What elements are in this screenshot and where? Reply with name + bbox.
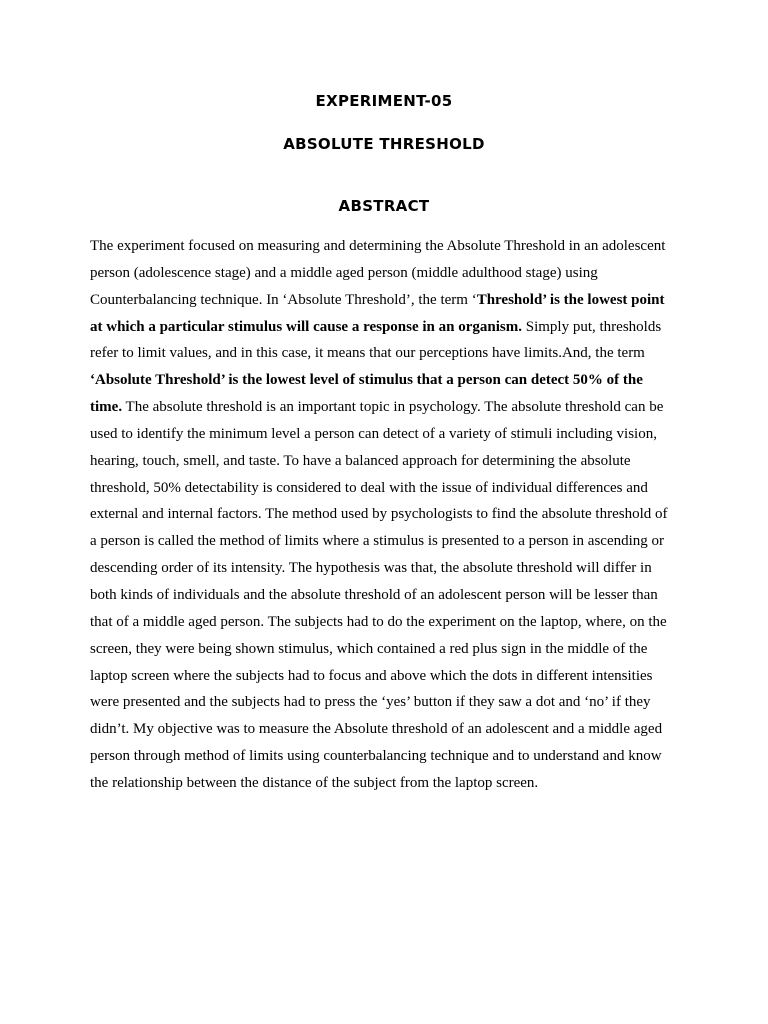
threshold-definition: Threshold’ is the lowest point at which a particular stimulus will cause a response in an organism.: [90, 291, 665, 335]
abstract-text-segment: The experiment focused on measuring and determining the Absolute Threshold in an adolescent person (adolescence stage) and a middle aged person (middle adulthood stage) using Counterbalancing technique. In ‘Absolute Threshold’, the term ‘: [90, 238, 666, 308]
abstract-heading: ABSTRACT: [338, 197, 430, 215]
experiment-label: EXPERIMENT-05: [315, 92, 453, 110]
abstract-text-segment: The absolute threshold is an important topic in psychology. The absolute threshold can be used to identify the minimum level a person can detect of a variety of stimuli including vision, hearing, touch, smell, and taste. To have a balanced approach for determining the absolute threshold, 50% detectability is considered to deal with the issue of individual differences and external and internal factors. The method used by psychologists to find the absolute threshold of a person is called the method of limits where a stimulus is presented to a person in ascending or descending order of its intensity. The hypothesis was that, the absolute threshold will differ in both kinds of individuals and the absolute threshold of an adolescent person will be lesser than that of a middle aged person. The subjects had to do the experiment on the laptop, where, on the screen, they were being shown stimulus, which contained a red plus sign in the middle of the laptop screen where the subjects had to focus and above which the dots in different intensities were presented and the subjects had to press the ‘yes’ button if they saw a dot and ‘no’ if they didn’t. My objective was to measure the Absolute threshold of an adolescent and a middle aged person through method of limits using counterbalancing technique and to understand and know the relationship between the distance of the subject from the laptop screen.: [90, 399, 668, 791]
abstract-paragraph: [90, 233, 676, 797]
absolute-threshold-definition: ‘Absolute Threshold’ is the lowest level of stimulus that a person can detect 50% of the time.: [90, 372, 643, 416]
abstract-text-segment: Simply put, thresholds refer to limit values, and in this case, it means that our perceptions have limits.And, the term: [90, 318, 662, 362]
document-title: ABSOLUTE THRESHOLD: [283, 135, 485, 153]
